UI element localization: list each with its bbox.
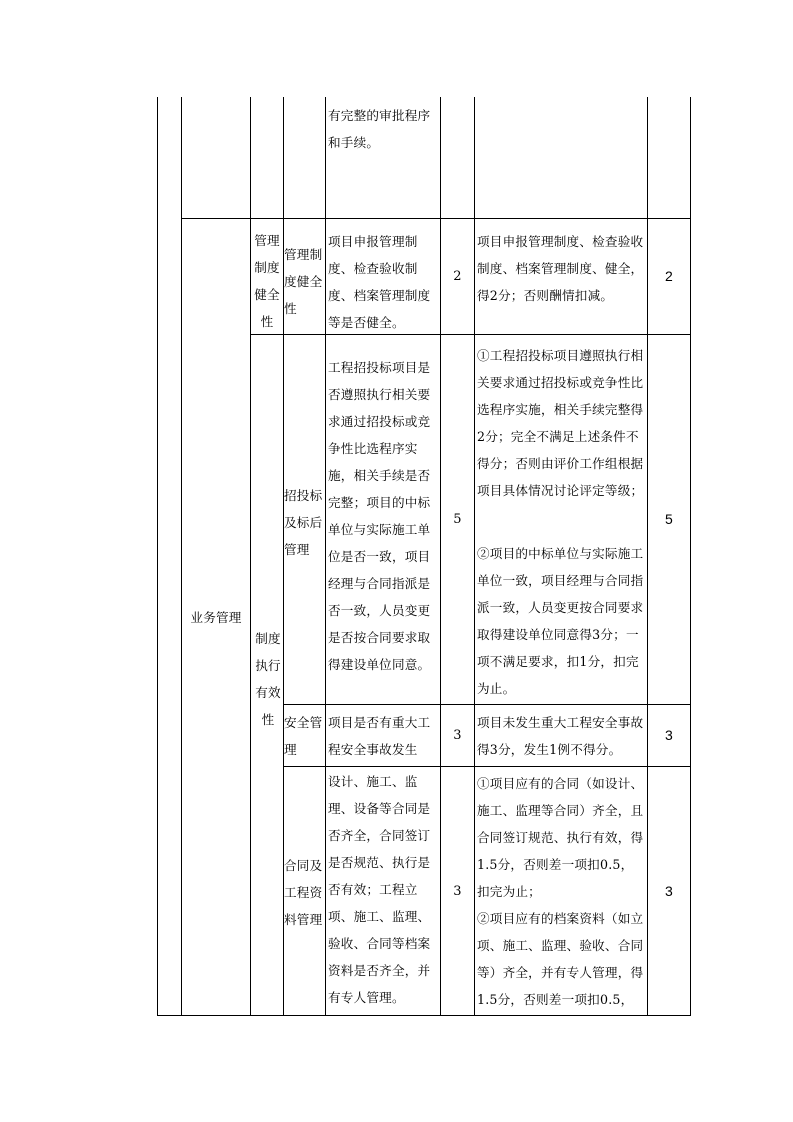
standard-contract-part2: ②项目应有的档案资料（如立项、施工、监理、验收、合同等）齐全，并有专人管理，得1.5分，否则差一项扣0.5， bbox=[477, 911, 644, 1007]
level3-safety: 安全管理 bbox=[284, 715, 323, 757]
table-border-left bbox=[157, 97, 158, 1016]
standard-contract-part1: ①项目应有的合同（如设计、施工、监理等合同）齐全，且合同签订规范、执行有效，得1.5分，否则差一项扣0.5，扣完为止； bbox=[477, 776, 644, 899]
level2-execution-effectiveness: 制度执行有效性 bbox=[255, 631, 281, 727]
level3-mgmt-system: 管理制度健全性 bbox=[284, 247, 323, 316]
score-contract: 3 bbox=[665, 882, 673, 899]
score-mgmt-system: 2 bbox=[665, 268, 673, 284]
table-col-line bbox=[474, 97, 475, 1016]
criteria-safety: 项目是否有重大工程安全事故发生 bbox=[328, 715, 431, 757]
weight-safety: 3 bbox=[453, 728, 462, 743]
section-label-business-management: 业务管理 bbox=[190, 609, 242, 625]
standard-bidding-part1: ①工程招投标项目遵照执行相关要求通过招投标或竞争性比选程序实施，相关手续完整得2分；完全不满足上述条件不得分；否则由评价工作组根据项目具体情况讨论评定等级； bbox=[477, 348, 644, 498]
standard-safety: 项目未发生重大工程安全事故得3分，发生1例不得分。 bbox=[477, 715, 644, 757]
table-row-line bbox=[181, 218, 691, 219]
criteria-contract: 设计、施工、监理、设备等合同是否齐全，合同签订是否规范、执行是否有效；工程立项、施工、监理、验收、合同等档案资料是否齐全，并有专人管理。 bbox=[328, 774, 431, 1005]
level2-mgmt-system: 管理制度健全性 bbox=[254, 232, 280, 329]
criteria-bidding: 工程招投标项目是否遵照执行相关要求通过招投标或竞争性比选程序实施，相关手续是否完整；项目的中标单位与实际施工单位是否一致，项目经理与合同指派是否一致，人员变更是否按合同要求取得建设单位同意。 bbox=[328, 360, 431, 672]
table-border-right bbox=[690, 97, 691, 1016]
level3-bidding: 招投标及标后管理 bbox=[284, 488, 323, 557]
standard-bidding-part2: ②项目的中标单位与实际施工单位一致，项目经理与合同指派一致，人员变更按合同要求取得建设单位同意得3分；一项不满足要求，扣1分，扣完为止。 bbox=[477, 546, 644, 696]
criteria-mgmt-system: 项目申报管理制度、检查验收制度、档案管理制度等是否健全。 bbox=[328, 234, 431, 330]
criteria-cell-top: 有完整的审批程序和手续。 bbox=[328, 108, 431, 150]
level3-contract: 合同及工程资料管理 bbox=[284, 858, 323, 927]
standard-mgmt-system: 项目申报管理制度、检查验收制度、档案管理制度、健全，得2分；否则酬情扣减。 bbox=[477, 234, 644, 303]
score-safety: 3 bbox=[665, 727, 673, 743]
weight-mgmt-system: 2 bbox=[453, 269, 462, 284]
weight-contract: 3 bbox=[453, 883, 462, 899]
weight-bidding: 5 bbox=[453, 512, 462, 527]
table-row-line bbox=[283, 704, 691, 705]
table-col-line bbox=[325, 97, 326, 1016]
table-border-bottom bbox=[157, 1015, 691, 1016]
score-bidding: 5 bbox=[665, 511, 673, 527]
table-row-line bbox=[283, 766, 691, 767]
